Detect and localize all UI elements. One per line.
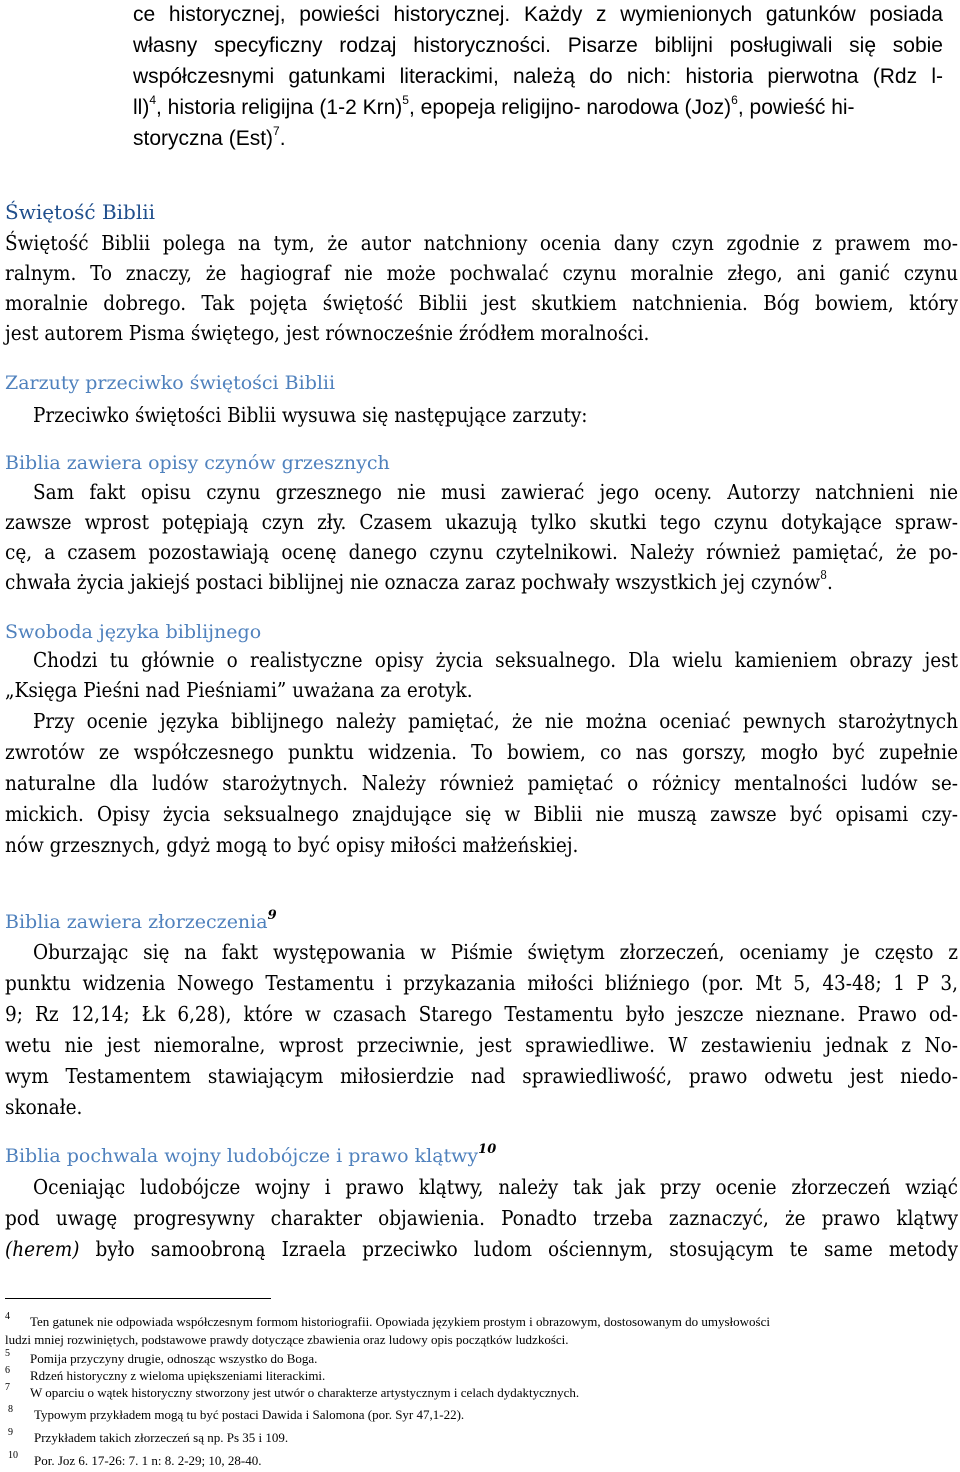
text-line: moralnie dobrego. Tak pojęta świętość Biblii jest skutkiem natchnienia. Bóg bowiem, który [5, 291, 958, 315]
section-heading-swoboda-jezyka: Swoboda języka biblijnego [5, 621, 262, 643]
text-line: pod uwagę progresywny charakter objawienia. Ponadto trzeba zaznaczyć, że prawo klątwy [5, 1206, 958, 1230]
footnote-text: Pomija przyczyny drugie, odnosząc wszystko do Boga. [30, 1351, 318, 1366]
text-line: Chodzi tu głównie o realistyczne opisy życia seksualnego. Dla wielu kamieniem obrazy jest [33, 648, 958, 672]
footnote-number: 8 [8, 1404, 13, 1415]
footnote-ref-8[interactable]: 8 [820, 568, 828, 583]
text-line: Przy ocenie języka biblijnego należy pamiętać, że nie można oceniać pewnych starożytnych [33, 709, 958, 733]
footnote-number: 9 [8, 1427, 13, 1438]
footnote-text: Typowym przykładem mogą tu być postaci Dawida i Salomona (por. Syr 47,1-22). [34, 1407, 465, 1422]
footnote-number: 6 [5, 1365, 10, 1376]
text-line: Sam fakt opisu czynu grzesznego nie musi zawierać jego oceny. Autorzy natchnieni nie [33, 480, 958, 504]
footnote-text: Ten gatunek nie odpowiada współczesnym formom historiografii. Opowiada językiem prostym i obrazowym, dostosowanym do umysłowości [30, 1314, 770, 1329]
footnote-number: 4 [5, 1311, 10, 1322]
footnote-ref-4[interactable]: 4 [149, 93, 157, 107]
text-line: wetu nie jest niemoralne, wprost przeciwnie, jest sprawiedliwe. W zestawieniu jednak z No- [5, 1033, 958, 1057]
zarzuty-intro-line: Przeciwko świętości Biblii wysuwa się następujące zarzuty: [33, 403, 588, 427]
footnote-number: 10 [8, 1450, 18, 1461]
text-line: skonałe. [5, 1095, 83, 1119]
text-line: chwała życia jakiejś postaci biblijnej nie oznacza zaraz pochwały wszystkich jej czynów$^8$. [5, 568, 833, 594]
section-heading-wojny-ludobojcze: Biblia pochwala wojny ludobójcze i prawo klątwy$^{10}$ [5, 1141, 497, 1167]
footnote-number: 7 [5, 1382, 10, 1393]
text-line: zwrotów ze współczesnego punktu widzenia. To bowiem, co nas gorszy, mogło być zupełnie [5, 740, 958, 764]
text-line: Oburzając się na fakt występowania w Piśmie świętym złorzeczeń, oceniamy je często z [33, 940, 958, 964]
herem-term: (herem) [5, 1237, 80, 1261]
footnote-ref-6[interactable]: 6 [731, 93, 738, 107]
footnote-number: 5 [5, 1348, 10, 1359]
text-line: nów grzesznych, gdyż mogą to być opisy miłości małżeńskiej. [5, 833, 579, 857]
text-line: „Księga Pieśni nad Pieśniami” uważana za erotyk. [5, 678, 473, 702]
intro-line-2: własny specyficzny rodzaj historyczności. Pisarze biblijni posługiwali się sobie [133, 34, 943, 57]
footnote-ref-5[interactable]: 5 [402, 93, 409, 107]
text-line: jest autorem Pisma świętego, jest równocześnie źródłem moralności. [5, 321, 650, 345]
text-line: naturalne dla ludów starożytnych. Należy również pamiętać o różnicy mentalności ludów se- [5, 771, 958, 795]
intro-line-4: ll)$^4$, historia religijna (1-2 Krn)$^5$, epopeja religijno- narodowa (Joz)$^6$, powieść hi- [133, 93, 855, 119]
text-line: wym Testamentem stawiającym miłosierdzie nad sprawiedliwość, prawo odwetu jest niedo- [5, 1064, 958, 1088]
text-line: punktu widzenia Nowego Testamentu i przykazania miłości bliźniego (por. Mt 5, 43-48; 1 P 3, [5, 971, 958, 995]
section-heading-zlorzeczenia: Biblia zawiera złorzeczenia$^9$ [5, 907, 277, 933]
footnote-ref-7[interactable]: 7 [273, 124, 280, 138]
text-line: mickich. Opisy życia seksualnego znajdujące się w Biblii nie muszą zawsze być opisami czy- [5, 802, 958, 826]
intro-line-3: współczesnymi gatunkami literackimi, należą do nich: historia pierwotna (Rdz l- [133, 65, 943, 88]
footnote-ref-9[interactable]: 9 [267, 907, 277, 923]
footnote-text: Por. Joz 6. 17-26: 7. 1 n: 8. 2-29; 10, 28-40. [34, 1453, 262, 1468]
section-heading-zarzuty: Zarzuty przeciwko świętości Biblii [5, 372, 336, 394]
intro-line-5: storyczna (Est)$^7$. [133, 124, 286, 150]
footnote-text: W oparciu o wątek historyczny stworzony jest utwór o charakterze artystycznym i celach dydaktycznych. [30, 1385, 580, 1400]
text-line: Oceniając ludobójcze wojny i prawo klątwy, należy tak jak przy ocenie złorzeczeń wziąć [33, 1175, 958, 1199]
footnote-divider [5, 1298, 271, 1299]
footnote-text: Przykładem takich złorzeczeń są np. Ps 35 i 109. [34, 1430, 289, 1445]
section-heading-swietosc: Świętość Biblii [5, 200, 156, 224]
text-line: Świętość Biblii polega na tym, że autor natchniony ocenia dany czyn zgodnie z prawem mo- [5, 231, 958, 255]
text-line: zawsze wprost potępiają czyn zły. Czasem ukazują tylko skutki tego czynu dotykające spraw- [5, 510, 958, 534]
footnote-ref-10[interactable]: 10 [478, 1141, 497, 1157]
text-line: ralnym. To znaczy, że hagiograf nie może pochwalać czynu moralnie złego, ani ganić czynu [5, 261, 958, 285]
text-line: (herem) było samoobroną Izraela przeciwko ludom ościennym, stosującym te same metody [5, 1237, 958, 1261]
intro-line-1: ce historycznej, powieści historycznej. Każdy z wymienionych gatunków posiada [133, 3, 943, 26]
footnote-text: Rdzeń historyczny z wieloma upiększeniami literackimi. [30, 1368, 326, 1383]
text-line: cę, a czasem pozostawiają ocenę danego czynu czytelnikowi. Należy również pamiętać, że po- [5, 540, 958, 564]
section-heading-opisy-czynow: Biblia zawiera opisy czynów grzesznych [5, 452, 390, 474]
footnote-text-continued: ludzi mniej rozwiniętych, podstawowe prawdy dotyczące zbawienia oraz ludowy opis początków ludzkości. [5, 1332, 569, 1347]
text-line: 9; Rz 12,14; Łk 6,28), które w czasach Starego Testamentu było jeszcze nieznane. Prawo od- [5, 1002, 958, 1026]
